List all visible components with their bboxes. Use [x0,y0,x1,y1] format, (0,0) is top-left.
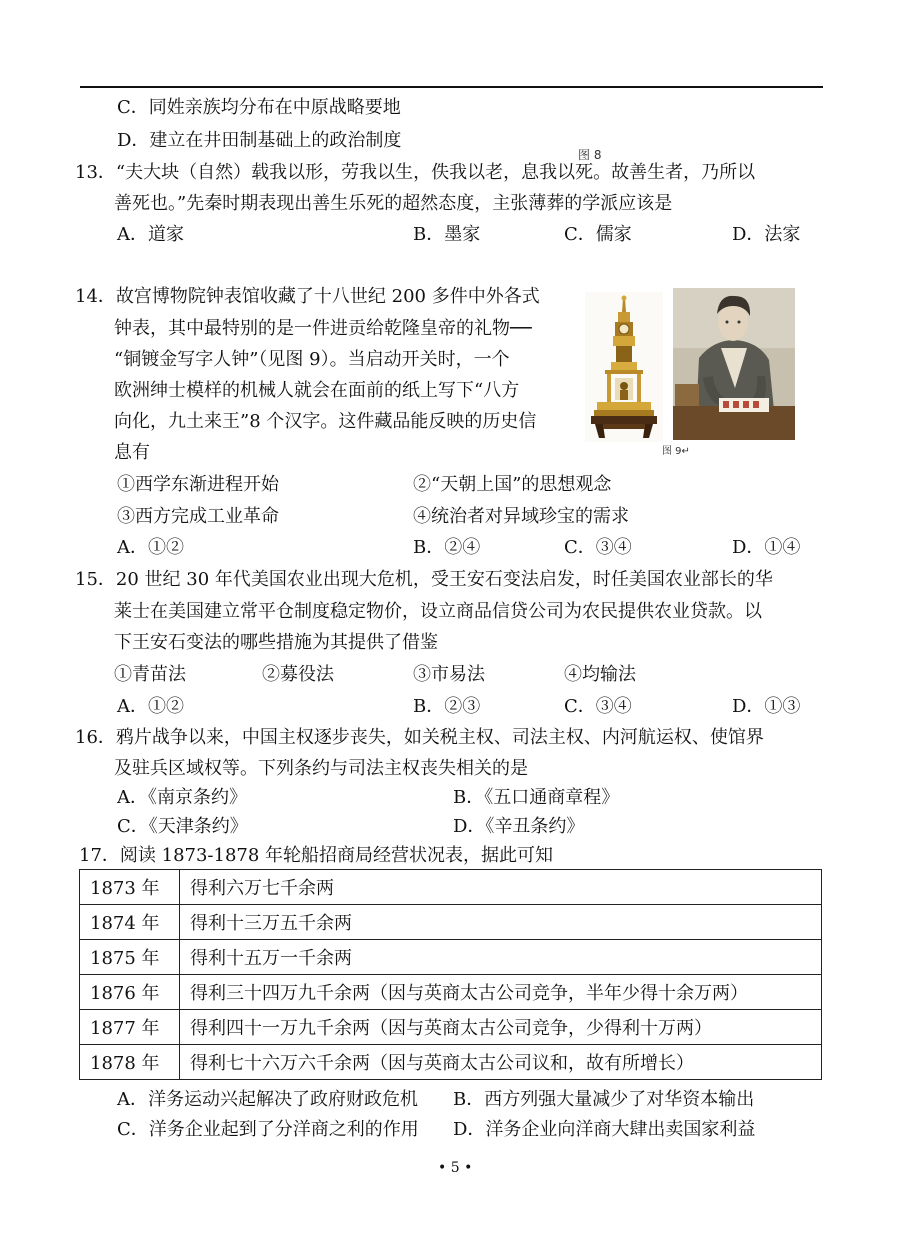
q14-option-b: B．②④ [413,537,481,558]
q14-stem-line-2: 钟表，其中最特别的是一件进贡给乾隆皇帝的礼物── [114,318,532,339]
shipping-company-profit-table [79,869,822,1080]
page-number: • 5 • [438,1160,473,1176]
table-row [80,940,822,975]
q14-option-d: D．①④ [732,537,801,558]
q16-stem-line-2: 及驻兵区域权等。下列条约与司法主权丧失相关的是 [114,758,528,779]
table-cell-profit: 得利四十一万九千余两（因与英商太古公司竞争，少得利十万两） [180,1010,822,1045]
q15-stem-line-2: 莱士在美国建立常平仓制度稳定物价，设立商品信贷公司为农民提供农业贷款。以 [114,601,762,622]
table-row [80,1010,822,1045]
q14-stem-line-4: 欧洲绅士模样的机械人就会在面前的纸上写下“八方 [114,380,520,401]
q15-stem-line-1: 15．20 世纪 30 年代美国农业出现大危机，受王安石变法启发，时任美国农业部长的华 [75,569,773,590]
figure-9-label: 图 9↵ [662,446,690,457]
header-rule [80,86,823,88]
q15-option-b: B．②③ [413,696,481,717]
table-cell-year: 1877 年 [80,1010,180,1045]
q14-item-3: ③西方完成工业革命 [117,506,279,527]
q13-option-b: B．墨家 [413,224,481,245]
q15-item-1: ①青苗法 [114,664,186,685]
q14-item-1: ①西学东渐进程开始 [117,474,279,495]
table-row [80,1045,822,1080]
q15-option-a: A．①② [117,696,184,717]
q12-option-c: C．同姓亲族均分布在中原战略要地 [117,97,401,118]
table-cell-year: 1873 年 [80,870,180,905]
figure-8-label: 图 8 [578,148,602,162]
figure-9-writing-automaton-photo [673,288,795,440]
table-row [80,905,822,940]
table-row [80,870,822,905]
table-cell-profit: 得利十三万五千余两 [180,905,822,940]
q14-item-4: ④统治者对异域珍宝的需求 [413,506,629,527]
q14-stem-line-3: “铜镀金写字人钟”（见图 9）。当启动开关时，一个 [114,349,510,370]
table-cell-year: 1876 年 [80,975,180,1010]
q15-stem-line-3: 下王安石变法的哪些措施为其提供了借鉴 [114,632,438,653]
q16-option-b: B．《五口通商章程》 [453,787,620,808]
q14-option-c: C．③④ [564,537,632,558]
q13-option-a: A．道家 [117,224,184,245]
q14-option-a: A．①② [117,537,184,558]
q15-item-3: ③市易法 [413,664,485,685]
q15-item-4: ④均输法 [564,664,636,685]
q13-stem-line-2: 善死也。”先秦时期表现出善生乐死的超然态度，主张薄葬的学派应该是 [114,193,673,214]
q16-option-d: D．《辛丑条约》 [453,816,585,837]
table-cell-year: 1878 年 [80,1045,180,1080]
q13-option-c: C．儒家 [564,224,632,245]
q14-stem-line-1: 14．故宫博物院钟表馆收藏了十八世纪 200 多件中外各式 [75,286,540,307]
table-cell-profit: 得利七十六万六千余两（因与英商太古公司议和，故有所增长） [180,1045,822,1080]
q15-option-c: C．③④ [564,696,632,717]
q17-option-a: A．洋务运动兴起解决了政府财政危机 [117,1089,418,1110]
q17-option-c: C．洋务企业起到了分洋商之利的作用 [117,1119,419,1140]
q13-option-d: D．法家 [732,224,801,245]
q13-stem-line-1: 13．“夫大块（自然）载我以形，劳我以生，佚我以老，息我以死。故善生者，乃所以 [75,162,756,183]
table-row [80,975,822,1010]
q14-item-2: ②“天朝上国”的思想观念 [413,474,612,495]
table-cell-year: 1874 年 [80,905,180,940]
q16-option-c: C．《天津条约》 [117,816,248,837]
q12-option-d: D．建立在井田制基础上的政治制度 [117,130,402,151]
table-cell-profit: 得利三十四万九千余两（因与英商太古公司竞争，半年少得十余万两） [180,975,822,1010]
q15-option-d: D．①③ [732,696,801,717]
q17-option-d: D．洋务企业向洋商大肆出卖国家利益 [453,1119,756,1140]
q16-option-a: A．《南京条约》 [117,787,247,808]
q16-stem-line-1: 16．鸦片战争以来，中国主权逐步丧失，如关税主权、司法主权、内河航运权、使馆界 [75,727,764,748]
q14-stem-line-5: 向化，九土来王”8 个汉字。这件藏品能反映的历史信 [114,411,537,432]
table-cell-year: 1875 年 [80,940,180,975]
q14-stem-line-6: 息有 [114,442,150,463]
q15-item-2: ②募役法 [262,664,334,685]
table-cell-profit: 得利十五万一千余两 [180,940,822,975]
q17-option-b: B．西方列强大量减少了对华资本输出 [453,1089,755,1110]
table-cell-profit: 得利六万七千余两 [180,870,822,905]
figure-9-clock-photo [585,292,663,442]
q17-stem: 17．阅读 1873-1878 年轮船招商局经营状况表，据此可知 [79,845,554,866]
